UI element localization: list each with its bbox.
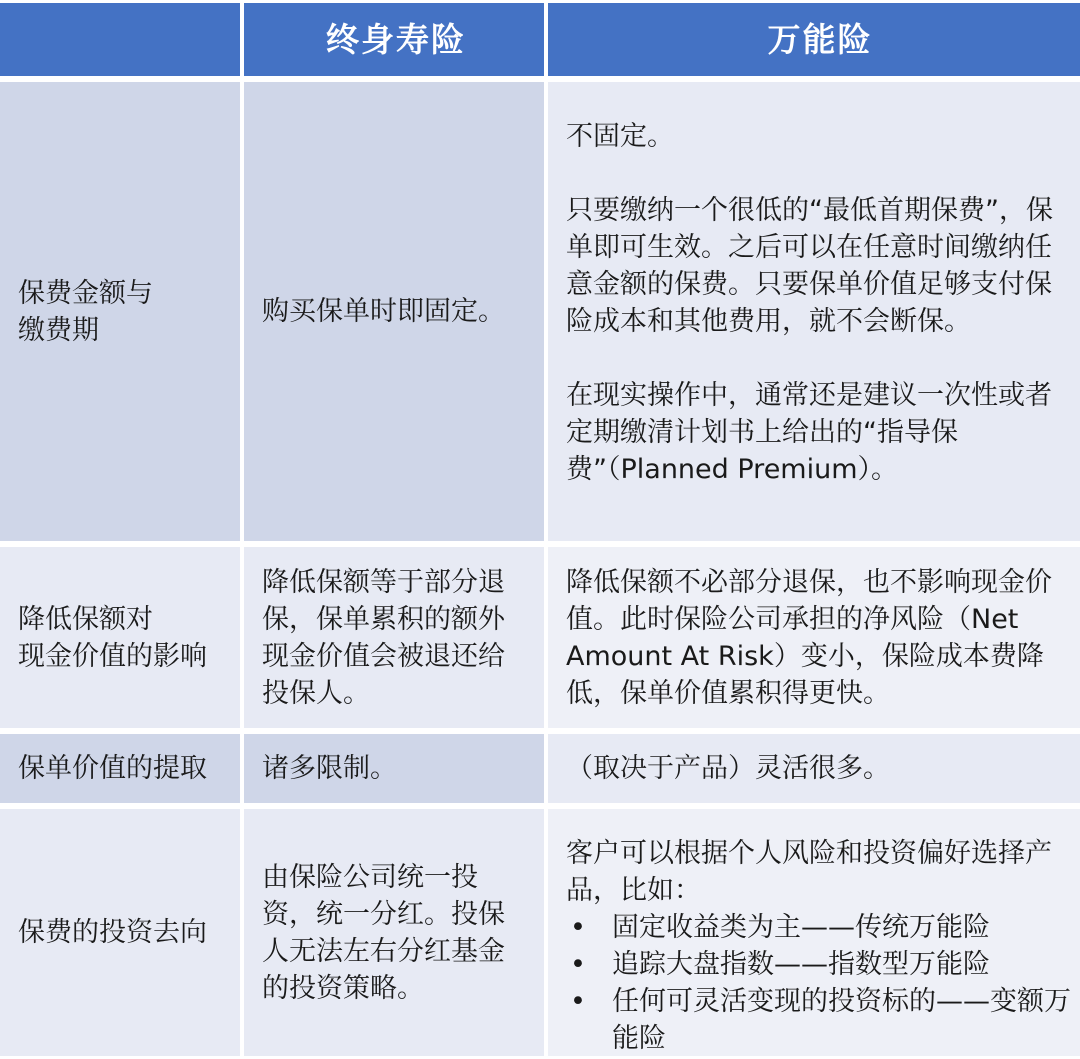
row-label-withdrawal-text: 保单价值的提取 [18,753,207,784]
bullet-icon: • [570,912,586,943]
universal-premium-cell [548,79,1080,544]
header-corner-cell [0,0,240,79]
bullet-text: 固定收益类为主——传统万能险 [612,912,990,943]
row-label-investment-text: 保费的投资去向 [18,917,207,948]
universal-withdrawal-text: （取决于产品）灵活很多。 [566,753,890,784]
row-label-withdrawal [0,731,240,806]
universal-investment-intro: 客户可以根据个人风险和投资偏好选择产品，比如： [566,838,1052,906]
bullet-text: 任何可灵活变现的投资标的——变额万能险 [612,986,1071,1054]
row-label-premium-text: 保费金额与 缴费期 [18,277,153,346]
universal-reduce-cell [548,544,1080,731]
list-item [566,909,1074,946]
row-label-reduce-amount-text: 降低保额对 现金价值的影响 [18,603,207,672]
universal-reduce-text: 降低保额不必部分退保，也不影响现金价值。此时保险公司承担的净风险（Net Amount At Risk）变小，保险成本费降低，保单价值累积得更快。 [566,566,1052,709]
whole-life-premium-cell [244,79,544,544]
universal-premium-stack [566,118,1074,488]
universal-investment-stack [566,835,1074,1057]
row-label-premium [0,79,240,544]
universal-premium-para-2: 只要缴纳一个很低的“最低首期保费”，保单即可生效。之后可以在任意时间缴纳任意金额的保费。只要保单价值足够支付保险成本和其他费用，就不会断保。 [566,195,1053,337]
row-label-investment [0,806,240,1059]
universal-investment-cell [548,806,1080,1059]
universal-withdrawal-cell [548,731,1080,806]
whole-life-withdrawal-cell [244,731,544,806]
header-whole-life: 终身寿险 [244,0,544,79]
list-item [566,983,1074,1057]
universal-investment-bullets [566,909,1074,1057]
universal-premium-para-3: 在现实操作中，通常还是建议一次性或者定期缴清计划书上给出的“指导保费”（Planned Premium）。 [566,380,1052,485]
list-item [566,946,1074,983]
row-label-reduce-amount [0,544,240,731]
whole-life-premium-text: 购买保单时即固定。 [262,296,505,327]
whole-life-investment-text: 由保险公司统一投资，统一分红。投保人无法左右分红基金的投资策略。 [262,861,505,1004]
whole-life-reduce-text: 降低保额等于部分退保，保单累积的额外现金价值会被退还给投保人。 [262,566,505,709]
header-universal-life: 万能险 [548,0,1080,79]
whole-life-withdrawal-text: 诸多限制。 [262,753,397,784]
universal-premium-para-1: 不固定。 [566,121,674,152]
bullet-icon: • [570,949,586,980]
whole-life-reduce-cell [244,544,544,731]
bullet-icon: • [570,986,586,1017]
whole-life-investment-cell [244,806,544,1059]
bullet-text: 追踪大盘指数——指数型万能险 [612,949,990,980]
